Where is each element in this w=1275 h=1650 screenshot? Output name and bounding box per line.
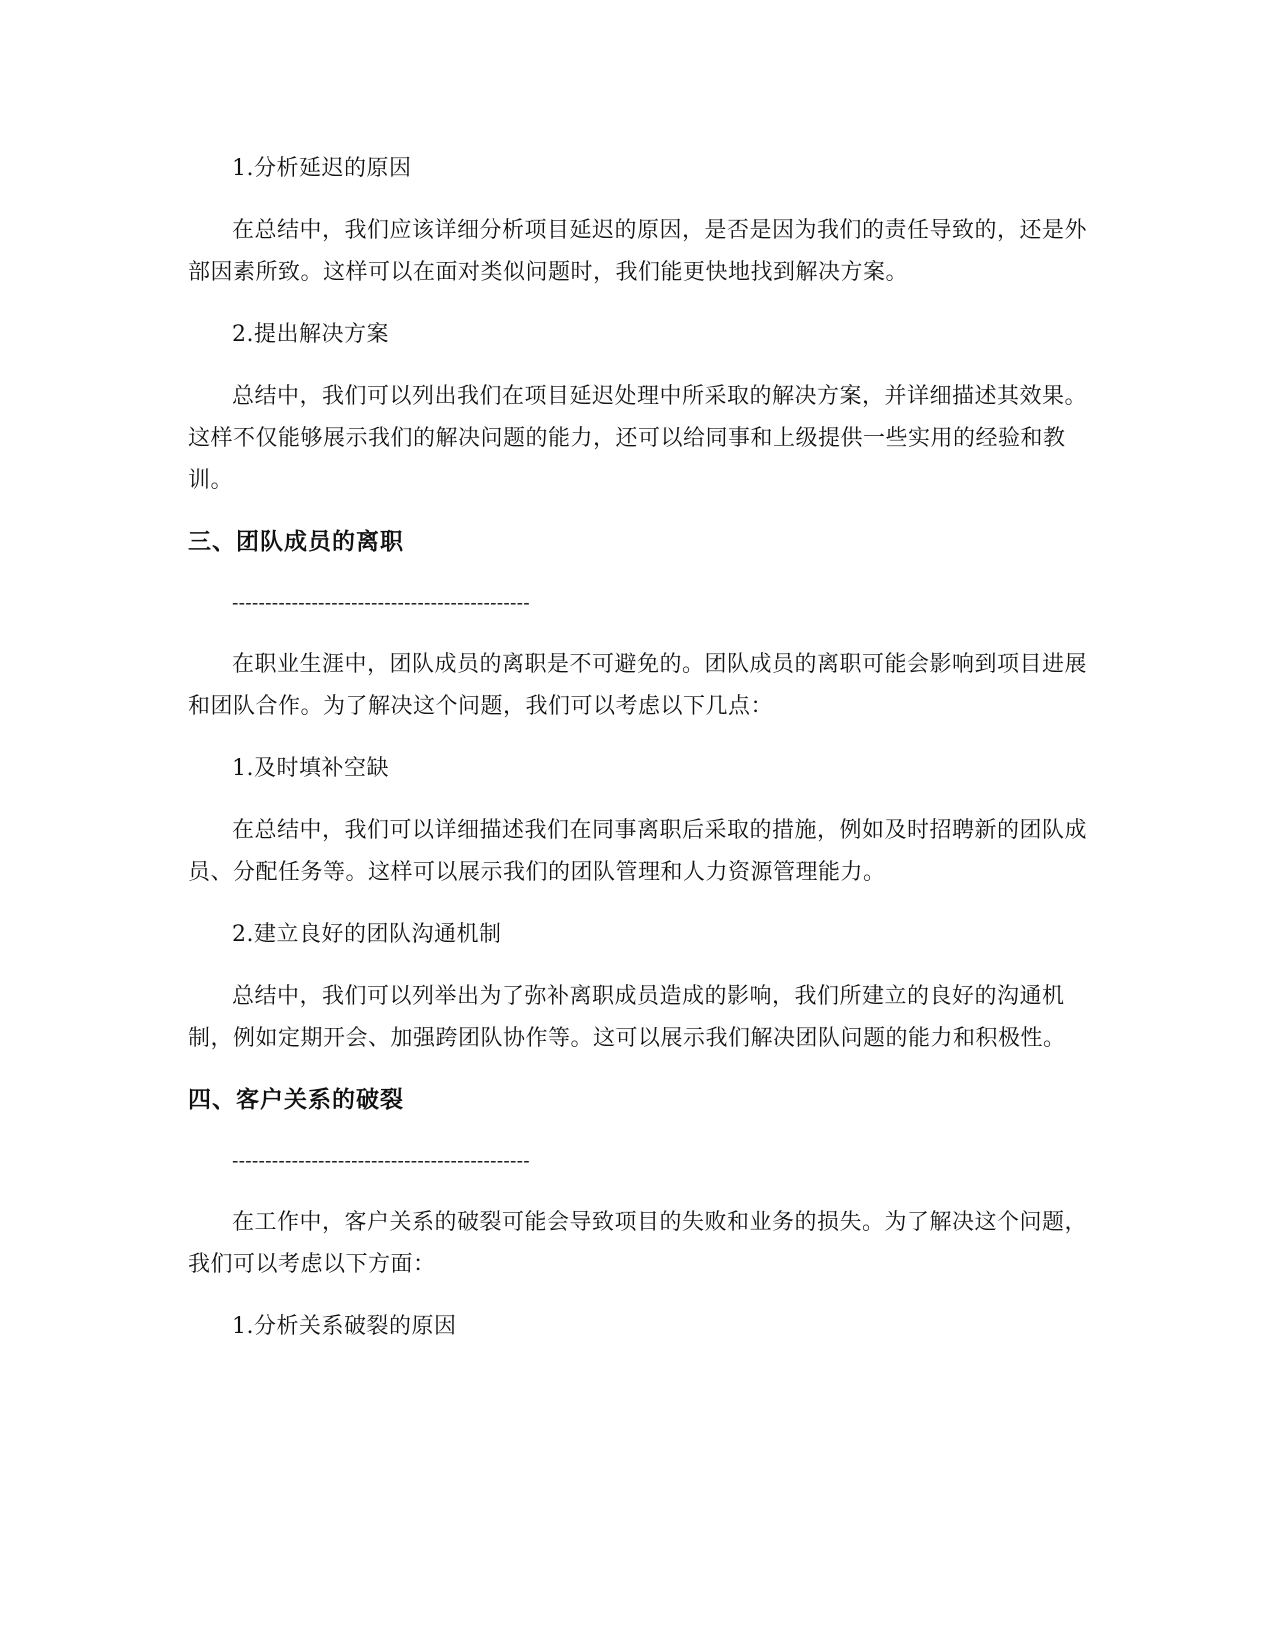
section-heading-client-relationship: 四、客户关系的破裂: [188, 1087, 404, 1113]
paragraph-client-relationship-intro: 在工作中，客户关系的破裂可能会导致项目的失败和业务的损失。为了解决这个问题，我们可以考虑以下方面：: [188, 1210, 1088, 1277]
subheading-communication-mechanism: 2.建立良好的团队沟通机制: [232, 922, 502, 947]
section-divider: ---------------------------------------------: [232, 1150, 530, 1172]
paragraph-member-departure-intro: 在职业生涯中，团队成员的离职是不可避免的。团队成员的离职可能会影响到项目进展和团队合作。为了解决这个问题，我们可以考虑以下几点：: [188, 652, 1088, 719]
document-body: [188, 148, 1088, 1368]
paragraph-fill-vacancy: 在总结中，我们可以详细描述我们在同事离职后采取的措施，例如及时招聘新的团队成员、分配任务等。这样可以展示我们的团队管理和人力资源管理能力。: [188, 818, 1088, 885]
subheading-fill-vacancy: 1.及时填补空缺: [232, 756, 389, 781]
paragraph-propose-solution: 总结中，我们可以列出我们在项目延迟处理中所采取的解决方案，并详细描述其效果。这样不仅能够展示我们的解决问题的能力，还可以给同事和上级提供一些实用的经验和教训。: [188, 384, 1088, 493]
subheading-propose-solution: 2.提出解决方案: [232, 322, 389, 347]
section-heading-member-departure: 三、团队成员的离职: [188, 529, 404, 555]
subheading-analyze-delay: 1.分析延迟的原因: [232, 156, 412, 181]
section-divider: ---------------------------------------------: [232, 592, 530, 614]
paragraph-analyze-delay: 在总结中，我们应该详细分析项目延迟的原因，是否是因为我们的责任导致的，还是外部因素所致。这样可以在面对类似问题时，我们能更快地找到解决方案。: [188, 218, 1088, 285]
paragraph-communication-mechanism: 总结中，我们可以列举出为了弥补离职成员造成的影响，我们所建立的良好的沟通机制，例如定期开会、加强跨团队协作等。这可以展示我们解决团队问题的能力和积极性。: [188, 984, 1066, 1051]
subheading-analyze-breakdown: 1.分析关系破裂的原因: [232, 1314, 457, 1339]
